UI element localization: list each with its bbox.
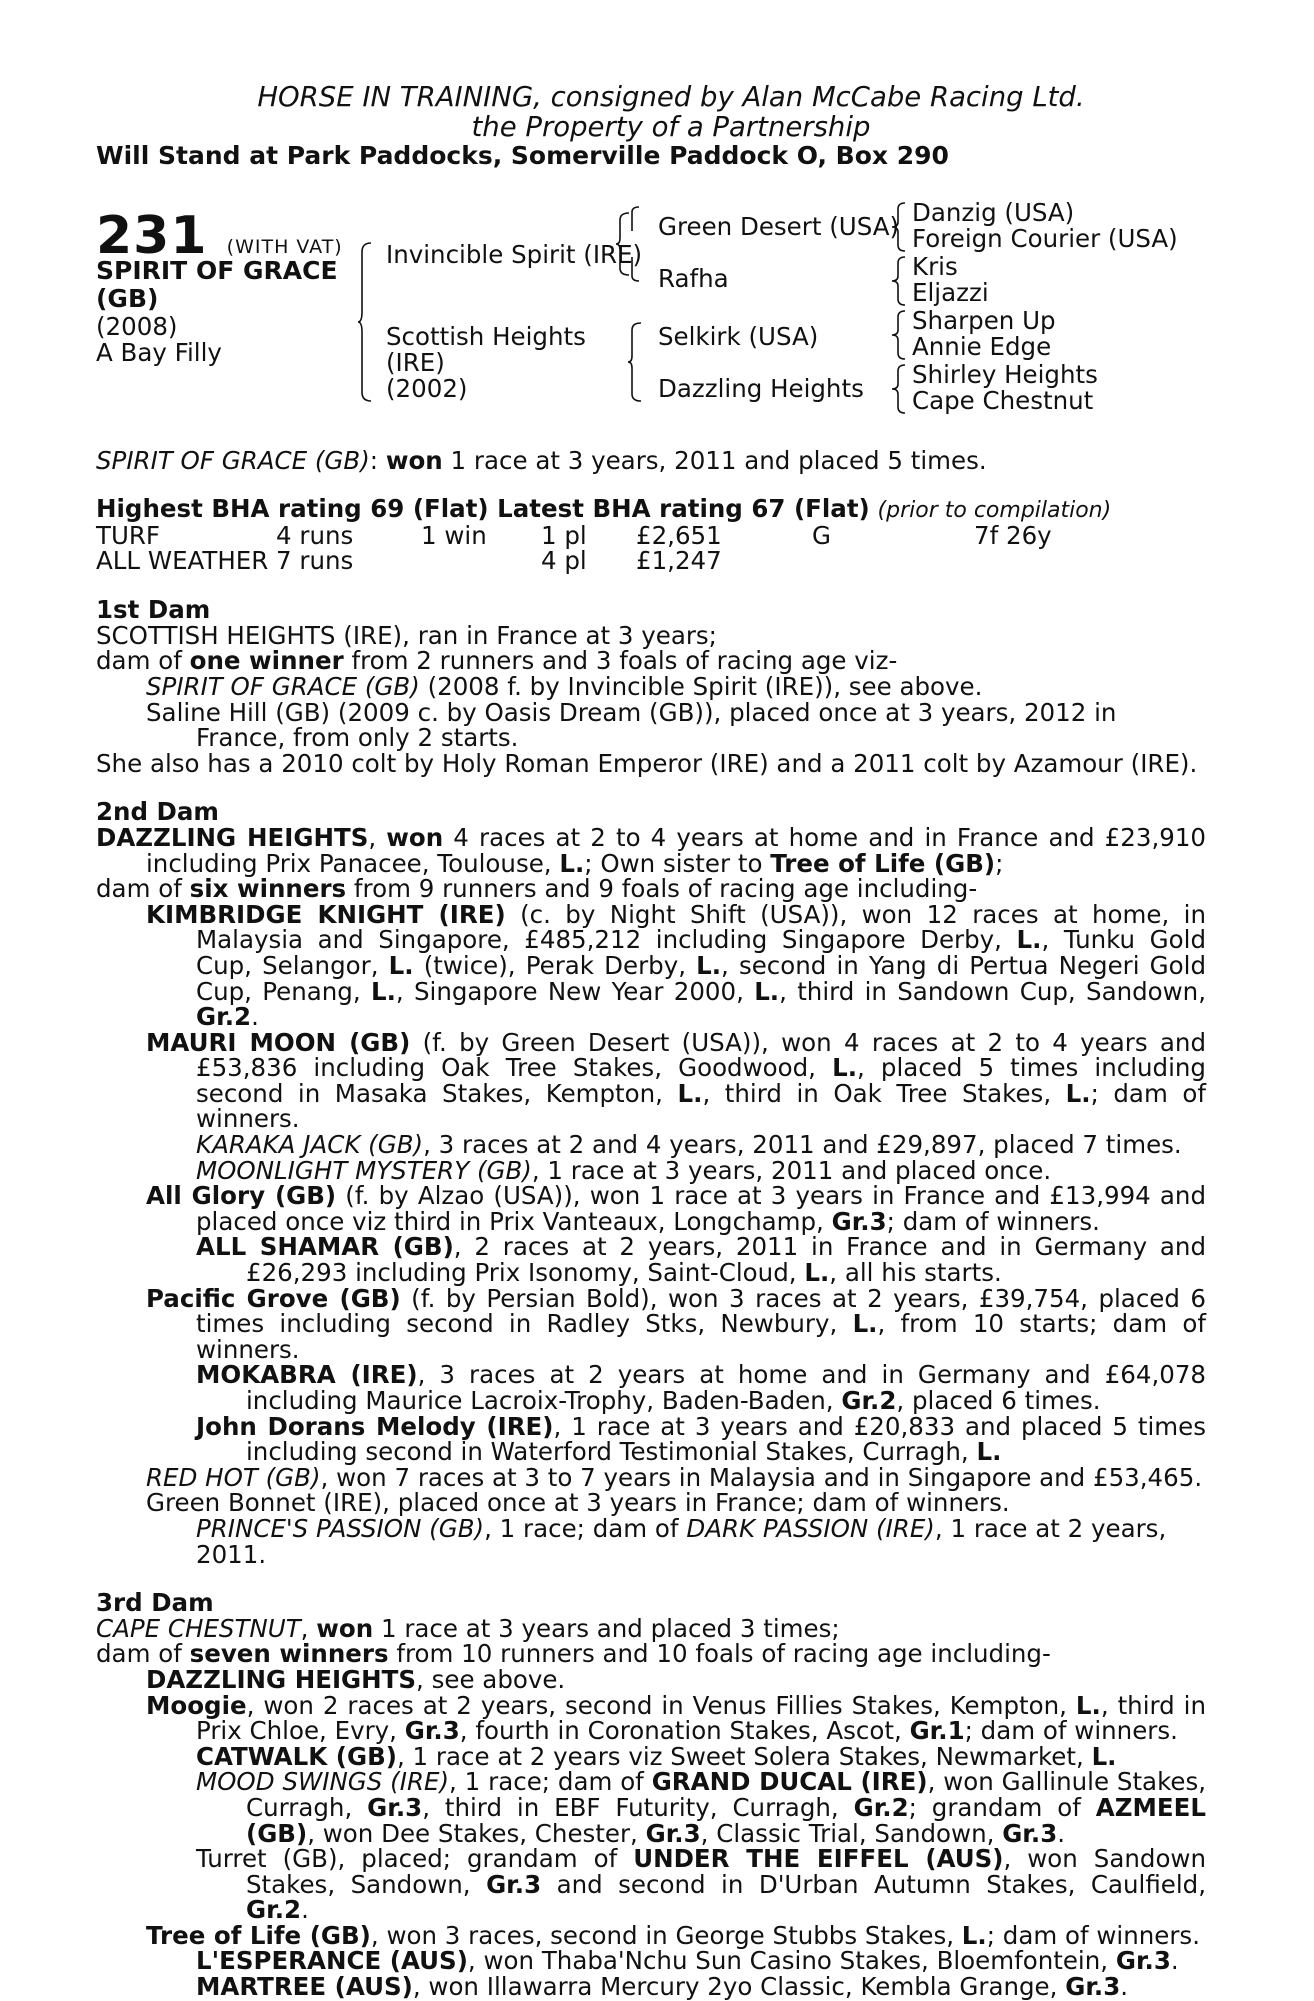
dam-line: dam of seven winners from 10 runners and 10 foals of racing age including- xyxy=(96,1639,1051,1669)
great-grandsire: Shirley Heights xyxy=(912,360,1098,389)
consignor-line: HORSE IN TRAINING, consigned by Alan McCabe Racing Ltd. xyxy=(257,81,1085,113)
grandprogeny-entry: Turret (GB), placed; grandam of UNDER THE EIFFEL (AUS), won Sandown Stakes, Sandown, Gr.3 and second in D'Urban Autumn Stakes, Caulfield, Gr.2. xyxy=(196,1844,1206,1925)
stats-runs: 7 runs xyxy=(276,546,354,576)
first-dam-section xyxy=(96,597,1206,776)
great-grandsire: Sharpen Up xyxy=(912,306,1056,335)
dam: Scottish Heights xyxy=(386,322,586,351)
vat-note: (WITH VAT) xyxy=(226,236,343,258)
dam-note: She also has a 2010 colt by Holy Roman Emperor (IRE) and a 2011 colt by Azamour (IRE). xyxy=(96,748,1198,778)
produce-entry: Green Bonnet (IRE), placed once at 3 years in France; dam of winners. xyxy=(146,1488,1010,1518)
grandprogeny-entry: ALL SHAMAR (GB), 2 races at 2 years, 2011 in France and in Germany and £26,293 including Prix Isonomy, Saint-Cloud, L., all his starts. xyxy=(196,1232,1206,1288)
horse-description: A Bay Filly xyxy=(96,338,222,367)
catalogue-header xyxy=(96,82,1206,170)
horse-name: SPIRIT OF GRACE xyxy=(96,256,338,285)
pedigree-block xyxy=(96,200,1216,430)
great-granddam: Foreign Courier (USA) xyxy=(912,224,1178,253)
produce-entry: RED HOT (GB), won 7 races at 3 to 7 years in Malaysia and in Singapore and £53,465. xyxy=(146,1462,1203,1492)
produce-entry: Moogie, won 2 races at 2 years, second in Venus Fillies Stakes, Kempton, L., third in Prix Chloe, Evry, Gr.3, fourth in Coronation Stakes, Ascot, Gr.1; dam of winners. xyxy=(146,1690,1206,1746)
pedigree-brace xyxy=(892,256,906,306)
stats-wins: 1 win xyxy=(421,521,487,551)
pedigree-brace xyxy=(358,242,372,402)
section-title: 1st Dam xyxy=(96,595,211,625)
grandprogeny-entry: KARAKA JACK (GB), 3 races at 2 and 4 years, 2011 and £29,897, placed 7 times. xyxy=(196,1130,1182,1160)
grandprogeny-entry: MOKABRA (IRE), 3 races at 2 years at home and in Germany and £64,078 including Maurice Lacroix-Trophy, Baden-Baden, Gr.2, placed 6 times. xyxy=(196,1360,1207,1415)
stats-surface: ALL WEATHER xyxy=(96,546,269,576)
pedigree-brace xyxy=(628,256,640,282)
grandprogeny-entry: John Dorans Melody (IRE), 1 race at 3 years and £20,833 and placed 5 times including second in Waterford Testimonial Stakes, Curragh, L. xyxy=(196,1411,1206,1467)
pedigree-brace xyxy=(892,310,906,360)
stand-location: Will Stand at Park Paddocks, Somerville Paddock O, Box 290 xyxy=(96,141,949,170)
stats-placed: 4 pl xyxy=(541,546,587,576)
produce-entry: All Glory (GB) (f. by Alzao (USA)), won 1 race at 3 years in France and £13,994 and placed once viz third in Prix Vanteaux, Longchamp, Gr.3; dam of winners. xyxy=(146,1181,1206,1236)
produce-entry: DAZZLING HEIGHTS, see above. xyxy=(146,1664,566,1694)
grandprogeny-entry: MOOD SWINGS (IRE), 1 race; dam of GRAND DUCAL (IRE), won Gallinule Stakes, Curragh, Gr.3, third in EBF Futurity, Curragh, Gr.2; grandam of AZMEEL (GB), won Dee Stakes, Chester, Gr.3, Classic Trial, Sandown, Gr.3. xyxy=(196,1767,1207,1848)
dam-year: (2002) xyxy=(386,374,468,403)
dam-line: SCOTTISH HEIGHTS (IRE), ran in France at 3 years; xyxy=(96,620,717,650)
dam-line: dam of six winners from 9 runners and 9 foals of racing age including- xyxy=(96,874,978,904)
great-grandsire: Kris xyxy=(912,252,958,281)
pedigree-brace xyxy=(892,364,906,414)
section-title: 2nd Dam xyxy=(96,797,219,827)
dam-line: CAPE CHESTNUT, won 1 race at 3 years and placed 3 times; xyxy=(96,1613,840,1643)
property-line: the Property of a Partnership xyxy=(471,111,871,143)
produce-entry: Tree of Life (GB), won 3 races, second in George Stubbs Stakes, L.; dam of winners. xyxy=(146,1920,1200,1950)
lot-number: 231 (WITH VAT) xyxy=(96,206,343,266)
race-summary: SPIRIT OF GRACE (GB): won 1 race at 3 years, 2011 and placed 5 times. xyxy=(96,446,987,475)
produce-entry: Saline Hill (GB) (2009 c. by Oasis Dream (GB)), placed once at 3 years, 2012 in France, from only 2 starts. xyxy=(146,697,1117,753)
horse-name-country: (GB) xyxy=(96,284,159,313)
grandprogeny-entry: PRINCE'S PASSION (GB), 1 race; dam of DARK PASSION (IRE), 1 race at 2 years, 2011. xyxy=(196,1513,1167,1569)
produce-entry: Pacific Grove (GB) (f. by Persian Bold), won 3 races at 2 years, £39,754, placed 6 times including second in Radley Stks, Newbury, L., from 10 starts; dam of winners. xyxy=(146,1283,1206,1364)
rating-line: Highest BHA rating 69 (Flat) Latest BHA rating 67 (Flat) (prior to compilation) xyxy=(96,493,1112,523)
stats-surface: TURF xyxy=(96,521,161,551)
sire-dam: Rafha xyxy=(658,264,729,293)
dam-country: (IRE) xyxy=(386,348,445,377)
third-dam-section xyxy=(96,1590,1206,2000)
great-grandsire: Danzig (USA) xyxy=(912,198,1075,227)
stats-prize: £1,247 xyxy=(636,546,722,576)
great-granddam: Cape Chestnut xyxy=(912,386,1094,415)
grandprogeny-entry: CATWALK (GB), 1 race at 2 years viz Sweet Solera Stakes, Newmarket, L. xyxy=(196,1741,1117,1771)
dam-sire: Selkirk (USA) xyxy=(658,322,819,351)
grandprogeny-entry: L'ESPERANCE (AUS), won Thaba'Nchu Sun Casino Stakes, Bloemfontein, Gr.3. xyxy=(196,1946,1179,1976)
race-record-table xyxy=(96,523,1206,574)
section-title: 3rd Dam xyxy=(96,1588,214,1618)
sire: Invincible Spirit (IRE) xyxy=(386,240,643,269)
dam-line: DAZZLING HEIGHTS, won 4 races at 2 to 4 years at home and in France and £23,910 including Prix Panacee, Toulouse, L.; Own sister to Tree of Life (GB); xyxy=(96,822,1206,878)
great-granddam: Eljazzi xyxy=(912,278,989,307)
stats-placed: 1 pl xyxy=(541,521,587,551)
stats-prize: £2,651 xyxy=(636,521,722,551)
pedigree-brace xyxy=(628,322,642,402)
produce-entry: SPIRIT OF GRACE (GB) (2008 f. by Invincible Spirit (IRE)), see above. xyxy=(146,671,983,701)
stats-distance: 7f 26y xyxy=(974,521,1052,551)
produce-entry: MAURI MOON (GB) (f. by Green Desert (USA)), won 4 races at 2 to 4 years and £53,836 including Oak Tree Stakes, Goodwood, L., placed 5 times including second in Masaka Stakes, Kempton, L., third in Oak Tree Stakes, L.; dam of winners. xyxy=(146,1027,1206,1134)
foaling-year: (2008) xyxy=(96,312,178,341)
great-granddam: Annie Edge xyxy=(912,332,1052,361)
stats-going: G xyxy=(812,521,831,551)
dam-dam: Dazzling Heights xyxy=(658,374,864,403)
catalogue-body xyxy=(96,448,1206,2000)
dam-line: dam of one winner from 2 runners and 3 foals of racing age viz- xyxy=(96,646,898,676)
grandprogeny-entry: MOONLIGHT MYSTERY (GB), 1 race at 3 years, 2011 and placed once. xyxy=(196,1155,1052,1185)
pedigree-brace xyxy=(628,206,640,232)
stats-runs: 4 runs xyxy=(276,521,354,551)
grandprogeny-entry: MARTREE (AUS), won Illawarra Mercury 2yo Classic, Kembla Grange, Gr.3. xyxy=(196,1972,1129,2001)
sire-sire: Green Desert (USA) xyxy=(658,212,900,241)
second-dam-section xyxy=(96,799,1206,1567)
pedigree-brace xyxy=(892,202,906,252)
produce-entry: KIMBRIDGE KNIGHT (IRE) (c. by Night Shift (USA)), won 12 races at home, in Malaysia and Singapore, £485,212 including Singapore Derby, L., Tunku Gold Cup, Selangor, L. (twice), Perak Derby, L., second in Yang di Pertua Negeri Gold Cup, Penang, L., Singapore New Year 2000, L., third in Sandown Cup, Sandown, Gr.2. xyxy=(146,899,1207,1032)
